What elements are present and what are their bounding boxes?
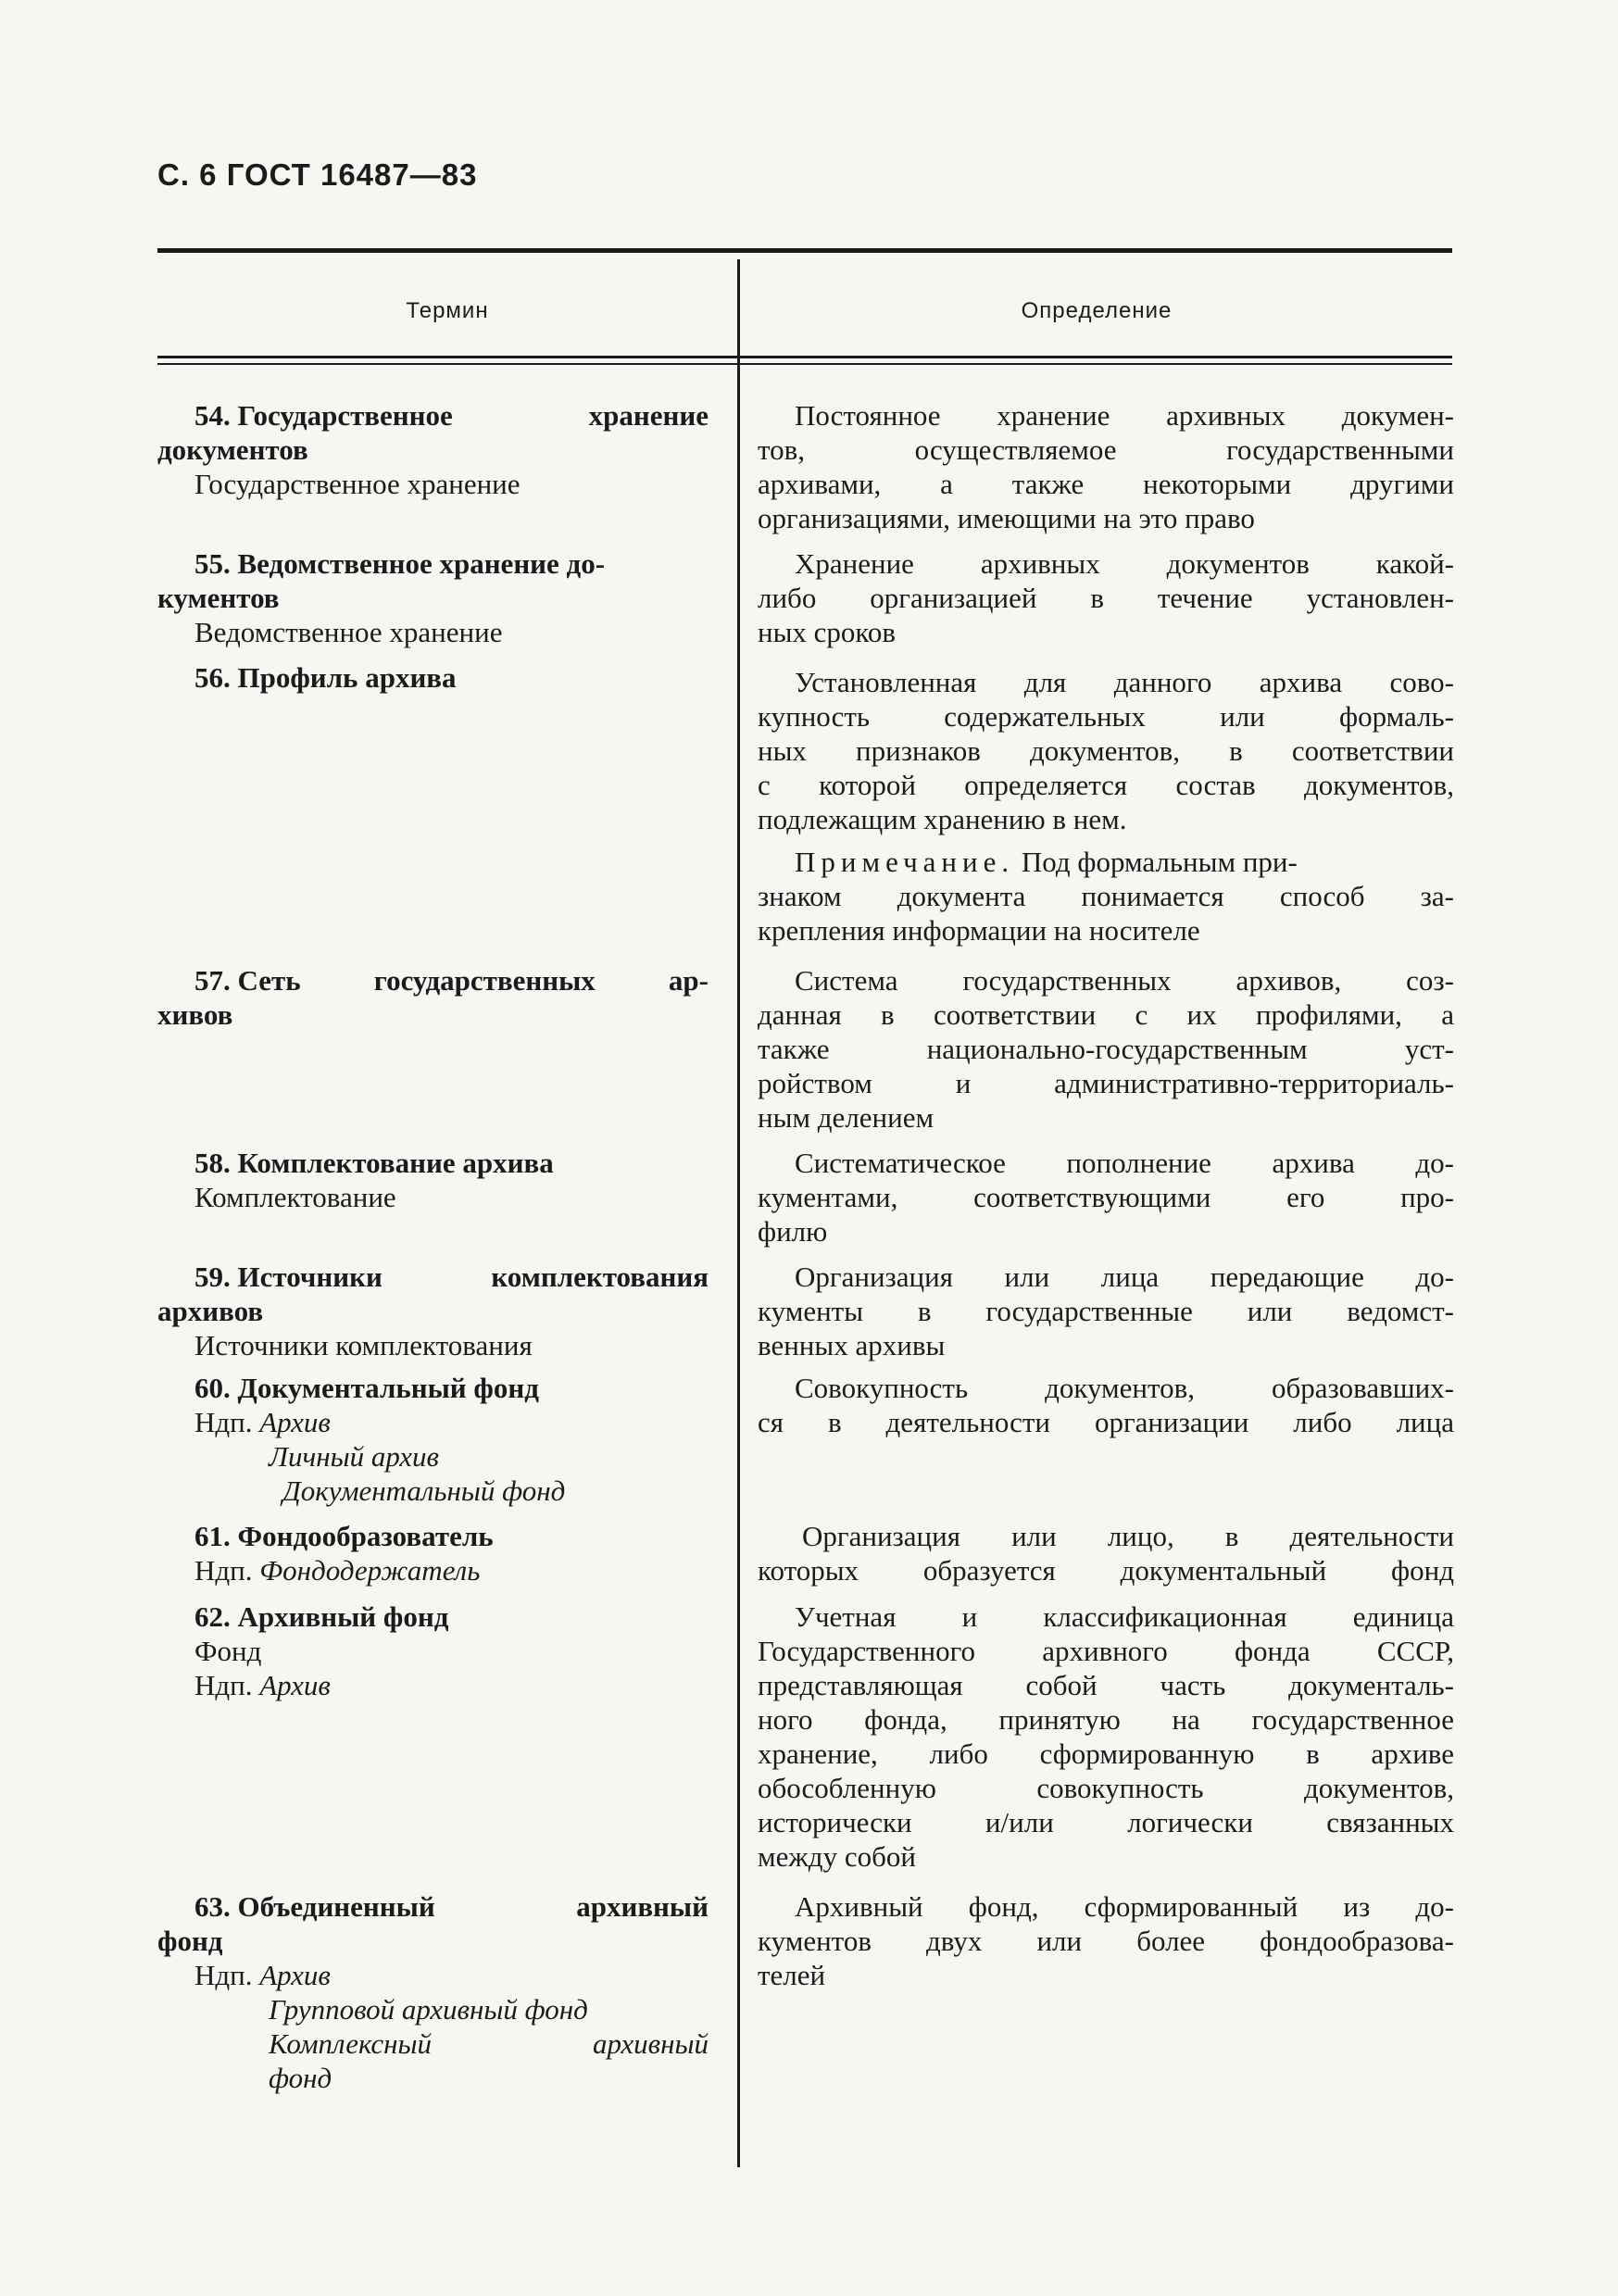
definition-60 bbox=[758, 1371, 1454, 1439]
def-62-line7: исторически и/или логически связанных bbox=[758, 1806, 1454, 1838]
term-57-title-part3: ар- bbox=[668, 964, 709, 997]
def-63-line3: телей bbox=[758, 1959, 826, 1991]
def-59-line1: Организация или лица передающие до- bbox=[795, 1261, 1454, 1293]
term-60-alt2: Личный архив bbox=[269, 1440, 440, 1473]
def-62-line8: между собой bbox=[758, 1840, 916, 1873]
def-61-line1: Организация или лицо, в деятельности bbox=[802, 1520, 1454, 1552]
column-divider bbox=[737, 259, 740, 2167]
def-59-line3: венных архивы bbox=[758, 1329, 946, 1361]
def-57-line2: данная в соответствии с их профилями, а bbox=[758, 998, 1454, 1031]
term-63-alt1: Архив bbox=[259, 1959, 331, 1991]
term-63-title-part2: архивный bbox=[576, 1890, 709, 1923]
def-57-line3: также национально-государственным уст- bbox=[758, 1033, 1454, 1065]
term-55-title: 55. Ведомственное хранение до- bbox=[194, 547, 606, 580]
note-56 bbox=[758, 845, 1454, 947]
term-54 bbox=[157, 398, 709, 501]
term-61 bbox=[157, 1519, 709, 1587]
term-55-title-cont: кументов bbox=[157, 582, 280, 614]
def-58-line3: филю bbox=[758, 1215, 828, 1248]
term-62-alt1: Архив bbox=[259, 1669, 331, 1701]
term-63-title-cont: фонд bbox=[157, 1925, 223, 1957]
def-56-line2: купность содержательных или формаль- bbox=[758, 700, 1454, 733]
definition-62 bbox=[758, 1600, 1454, 1874]
term-55 bbox=[157, 546, 709, 649]
term-57-title-part1: 57. Сеть bbox=[194, 964, 301, 997]
header-rule-lower bbox=[157, 363, 1452, 365]
def-62-line2: Государственного архивного фонда СССР, bbox=[758, 1635, 1454, 1667]
definition-55 bbox=[758, 546, 1454, 649]
term-61-title: 61. Фондообразователь bbox=[194, 1520, 494, 1552]
term-63-title-part1: 63. Объединенный bbox=[194, 1890, 435, 1923]
term-58 bbox=[157, 1146, 709, 1214]
def-55-line3: ных сроков bbox=[758, 616, 897, 648]
ndp-label: Ндп. bbox=[194, 1669, 253, 1701]
column-header-definition: Определение bbox=[1021, 298, 1173, 323]
def-54-line3: архивами, а также некоторыми другими bbox=[758, 468, 1454, 500]
term-59-short: Источники комплектования bbox=[194, 1329, 533, 1361]
def-58-line1: Систематическое пополнение архива до- bbox=[795, 1147, 1454, 1179]
definition-58 bbox=[758, 1146, 1454, 1248]
term-57-title-part2: государственных bbox=[373, 964, 596, 997]
def-62-line1: Учетная и классификационная единица bbox=[795, 1600, 1454, 1633]
term-63-alt3-part1: Комплексный bbox=[269, 2027, 433, 2060]
term-63 bbox=[157, 1889, 709, 2095]
term-59-title-part1: 59. Источники bbox=[194, 1261, 383, 1293]
ndp-label: Ндп. bbox=[194, 1959, 253, 1991]
def-63-line2: кументов двух или более фондообразова- bbox=[758, 1925, 1454, 1957]
def-56-line1: Установленная для данного архива сово- bbox=[795, 666, 1454, 698]
definition-57 bbox=[758, 963, 1454, 1135]
note-label: Примечание. bbox=[795, 846, 1015, 878]
term-57 bbox=[157, 963, 709, 1032]
term-61-alt1: Фондодержатель bbox=[259, 1554, 481, 1587]
def-54-line1: Постоянное хранение архивных докумен- bbox=[795, 399, 1454, 432]
def-57-line1: Система государственных архивов, соз- bbox=[795, 964, 1454, 997]
note-56-line3: крепления информации на носителе bbox=[758, 914, 1200, 947]
term-55-short: Ведомственное хранение bbox=[194, 616, 503, 648]
def-62-line6: обособленную совокупность документов, bbox=[758, 1772, 1454, 1804]
term-60 bbox=[157, 1371, 709, 1508]
term-63-alt3-cont: фонд bbox=[269, 2062, 332, 2094]
definition-59 bbox=[758, 1260, 1454, 1362]
def-62-line3: представляющая собой часть документаль- bbox=[758, 1669, 1454, 1701]
def-54-line4: организациями, имеющими на это право bbox=[758, 502, 1255, 534]
def-62-line5: хранение, либо сформированную в архиве bbox=[758, 1738, 1454, 1770]
page-header: С. 6 ГОСТ 16487—83 bbox=[157, 157, 478, 192]
term-54-short: Государственное хранение bbox=[194, 468, 521, 500]
def-57-line5: ным делением bbox=[758, 1101, 934, 1134]
definition-54 bbox=[758, 398, 1454, 535]
term-54-title-cont: документов bbox=[157, 433, 308, 466]
term-62-short: Фонд bbox=[194, 1635, 262, 1667]
note-56-line2: знаком документа понимается способ за- bbox=[758, 880, 1454, 912]
def-56-line3: ных признаков документов, в соответствии bbox=[758, 734, 1454, 767]
ndp-label: Ндп. bbox=[194, 1406, 253, 1438]
term-62 bbox=[157, 1600, 709, 1702]
definition-56 bbox=[758, 665, 1454, 836]
def-58-line2: кументами, соответствующими его про- bbox=[758, 1181, 1454, 1213]
column-header-term: Термин bbox=[406, 298, 489, 323]
term-59-title-part2: комплектования bbox=[491, 1261, 709, 1293]
term-58-short: Комплектование bbox=[194, 1181, 396, 1213]
term-54-title-part2: хранение bbox=[588, 399, 709, 432]
def-56-line4: с которой определяется состав документов, bbox=[758, 769, 1454, 801]
def-60-line1: Совокупность документов, образовавших- bbox=[795, 1372, 1454, 1404]
term-56 bbox=[157, 660, 709, 695]
term-59-title-cont: архивов bbox=[157, 1295, 264, 1327]
def-61-line2: которых образуется документальный фонд bbox=[758, 1554, 1454, 1587]
table-top-rule bbox=[157, 248, 1452, 253]
def-56-line5: подлежащим хранению в нем. bbox=[758, 803, 1127, 835]
term-58-title: 58. Комплектование архива bbox=[194, 1147, 554, 1179]
term-56-title: 56. Профиль архива bbox=[194, 661, 457, 694]
def-60-line2: ся в деятельности организации либо лица bbox=[758, 1406, 1454, 1438]
term-57-title-cont: хивов bbox=[157, 998, 233, 1031]
ndp-label: Ндп. bbox=[194, 1554, 253, 1587]
term-60-alt1: Архив bbox=[259, 1406, 331, 1438]
header-rule-upper bbox=[157, 356, 1452, 358]
term-60-title: 60. Документальный фонд bbox=[194, 1372, 539, 1404]
def-55-line2: либо организацией в течение установлен- bbox=[758, 582, 1454, 614]
def-57-line4: ройством и административно-территориаль- bbox=[758, 1067, 1454, 1099]
definition-63 bbox=[758, 1889, 1454, 1992]
note-56-line1: Под формальным при- bbox=[1021, 846, 1298, 878]
def-55-line1: Хранение архивных документов какой- bbox=[795, 547, 1454, 580]
def-54-line2: тов, осуществляемое государственными bbox=[758, 433, 1454, 466]
term-54-title-part1: 54. Государственное bbox=[194, 399, 453, 432]
term-62-title: 62. Архивный фонд bbox=[194, 1600, 449, 1633]
def-62-line4: ного фонда, принятую на государственное bbox=[758, 1703, 1454, 1736]
term-60-alt3: Документальный фонд bbox=[282, 1474, 566, 1507]
definition-61 bbox=[758, 1519, 1454, 1587]
def-63-line1: Архивный фонд, сформированный из до- bbox=[795, 1890, 1454, 1923]
term-63-alt2: Групповой архивный фонд bbox=[269, 1993, 588, 2026]
def-59-line2: кументы в государственные или ведомст- bbox=[758, 1295, 1454, 1327]
term-59 bbox=[157, 1260, 709, 1362]
term-63-alt3-part2: архивный bbox=[593, 2027, 709, 2060]
